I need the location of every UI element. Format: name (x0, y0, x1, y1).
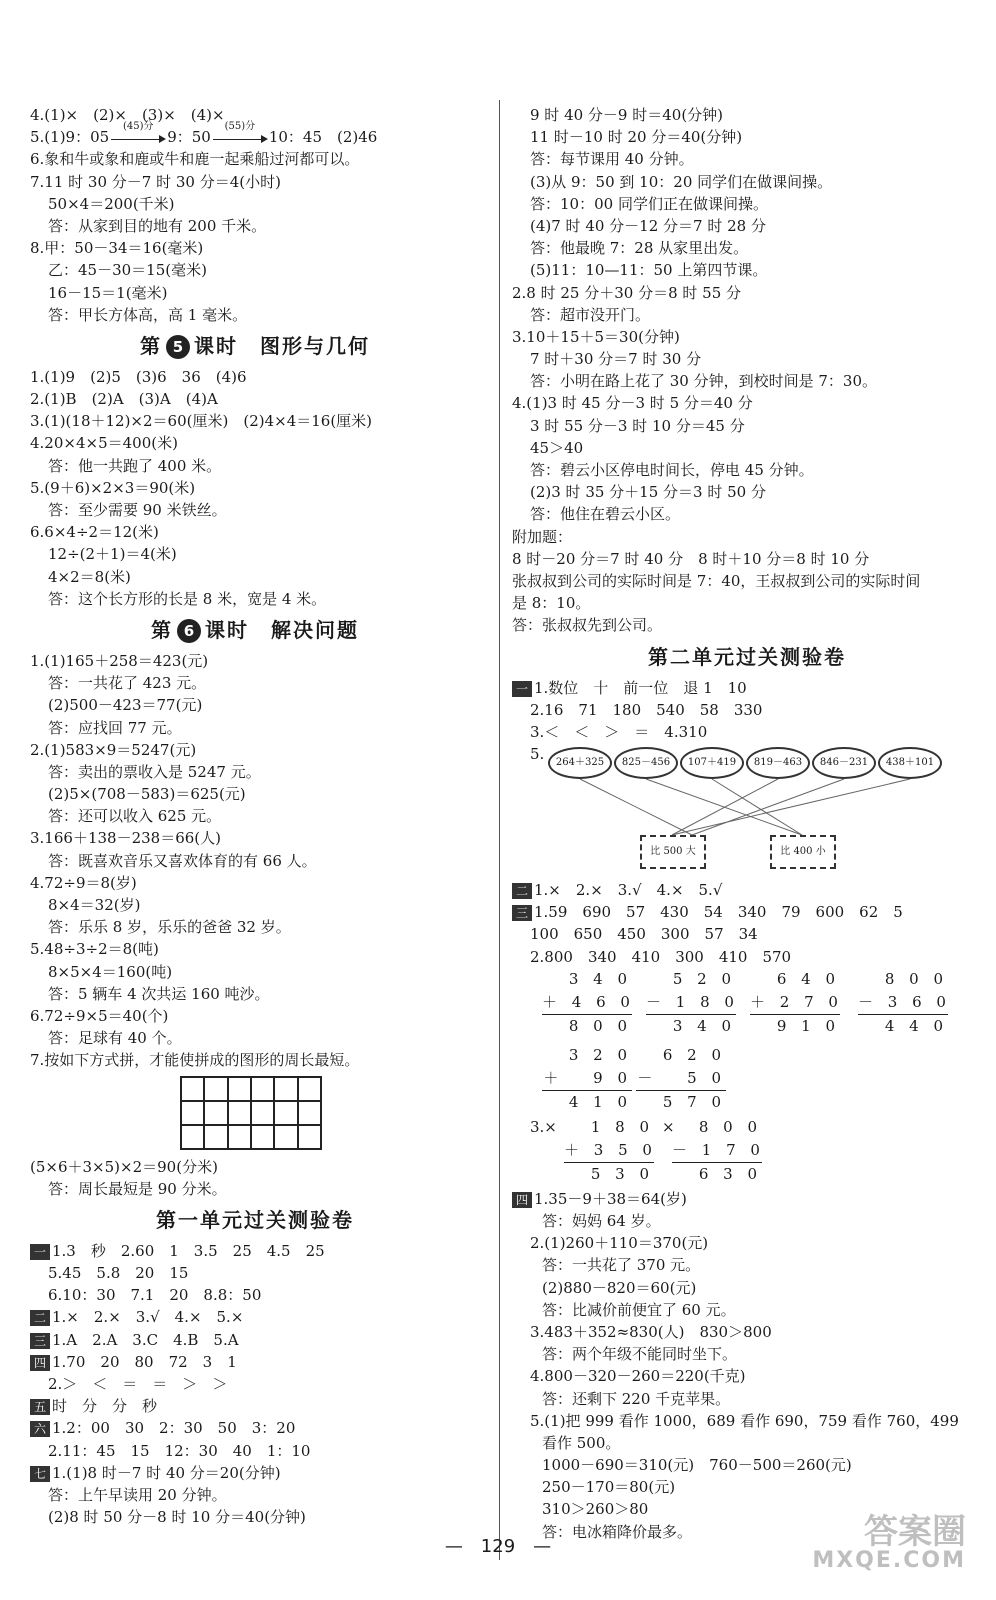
rectangle-grid-figure (180, 1076, 322, 1150)
watermark-url: MXQE.COM (812, 1548, 966, 1573)
answer-line: 张叔叔到公司的实际时间是 7：40，王叔叔到公司的实际时间 (512, 571, 921, 590)
answer-line: 6.象和牛或象和鹿或牛和鹿一起乘船过河都可以。 (30, 150, 360, 169)
answer-line: 四 1.70 20 80 72 3 1 (30, 1351, 480, 1373)
answer-line: 答：他住在碧云小区。 (530, 505, 681, 524)
answer-line: 二 1.× 2.× 3.√ 4.× 5.√ (512, 879, 982, 901)
answer-line: 310＞260＞80 (542, 1500, 649, 1519)
answer-line: 8.甲：50－34＝16(毫米) (30, 239, 204, 258)
expression-oval: 107＋419 (680, 747, 744, 779)
answer-line: 答：他最晚 7：28 从家里出发。 (530, 239, 749, 258)
answer-line: 3.＜ ＜ ＞ ＝ 4.310 (530, 722, 708, 741)
part-tag: 三 (512, 905, 532, 921)
answer-line: (2)880－820＝60(元) (542, 1278, 697, 1297)
answer-line: 答：从家到目的地有 200 千米。 (48, 216, 267, 235)
answer-line: 二 1.× 2.× 3.√ 4.× 5.× (30, 1306, 480, 1328)
section-heading-unit-1-test: 第一单元过关测验卷 (156, 1207, 354, 1232)
q5-start: 5.(1)9：05 (30, 128, 110, 147)
answer-line: 答：既喜欢音乐又喜欢体育的有 66 人。 (48, 851, 317, 870)
answer-line: (2)5×(708－583)＝625(元) (48, 785, 246, 804)
answer-line: 4.20×4×5＝400(米) (30, 434, 178, 453)
vertical-calc: 3 4 0 ＋ 4 6 0 8 0 0 (542, 969, 635, 1035)
answer-line: (5×6＋3×5)×2＝90(分米) (30, 1157, 218, 1176)
q5-end: 10：45 (2)46 (268, 128, 378, 147)
vertical-calc: 6 2 0 － 5 0 5 7 0 (637, 1045, 726, 1111)
category-box: 比 500 大 (640, 835, 706, 869)
answer-line: 4.(1)× (2)× (3)× (4)× (30, 106, 225, 124)
answer-line: 6.72÷9×5＝40(个) (30, 1006, 169, 1025)
answer-line: 四 1.35－9＋38＝64(岁) (512, 1188, 982, 1210)
answer-line: 3.166＋138－238＝66(人) (30, 829, 221, 848)
answer-line: 答：电冰箱降价最多。 (542, 1522, 693, 1541)
answer-line: 3 时 55 分－3 时 10 分＝45 分 (530, 416, 745, 435)
match-line (672, 779, 910, 835)
answer-line: 答：张叔叔先到公司。 (512, 616, 663, 635)
answer-line: 答：一共花了 423 元。 (48, 674, 207, 693)
answer-line: 45＞40 (530, 438, 584, 457)
answer-line: 一 1.数位 十 前一位 退 1 10 (512, 677, 982, 699)
answer-line: 2.(1)260＋110＝370(元) (530, 1234, 709, 1253)
answer-line: 1.(1)165＋258＝423(元) (30, 651, 209, 670)
answer-line: 答：还可以收入 625 元。 (48, 807, 222, 826)
answer-line: (4)7 时 40 分－12 分＝7 时 28 分 (530, 216, 766, 235)
answer-line: 答：10：00 同学们正在做课间操。 (530, 194, 768, 213)
part-tag: 一 (30, 1244, 50, 1260)
answer-line: 250－170＝80(元) (542, 1478, 676, 1497)
answer-line: 2.16 71 180 540 58 330 (530, 700, 763, 719)
answer-line: 3.10＋15＋5＝30(分钟) (512, 327, 680, 346)
category-box: 比 400 小 (770, 835, 836, 869)
answer-line: 答：还剩下 220 千克苹果。 (542, 1389, 731, 1408)
answer-line: 5.(1)把 999 看作 1000，689 看作 690，759 看作 760，499 (530, 1411, 959, 1430)
matching-figure (512, 743, 982, 879)
answer-line: 六 1.2：00 30 2：30 50 3：20 (30, 1417, 480, 1439)
left-column (30, 104, 480, 1528)
expression-oval: 264＋325 (548, 747, 612, 779)
answer-line: 2.＞ ＜ ＝ ＝ ＞ ＞ (48, 1375, 228, 1393)
answer-line: 答：妈妈 64 岁。 (542, 1212, 661, 1230)
column-divider (499, 100, 500, 1560)
answer-line: 答：这个长方形的长是 8 米，宽是 4 米。 (48, 589, 327, 608)
answer-line: 5.(9＋6)×2×3＝90(米) (30, 478, 196, 497)
vertical-calc: 6 4 0 ＋ 2 7 0 9 1 0 (750, 969, 843, 1035)
vertical-calc: 1 8 0 ＋ 3 5 0 5 3 0 (564, 1117, 657, 1183)
part-tag: 三 (30, 1333, 50, 1349)
part-tag: 二 (30, 1310, 50, 1326)
answer-line: 1000－690＝310(元) 760－500＝260(元) (542, 1456, 852, 1475)
section-heading-lesson-6: 第 6 课时 解决问题 (151, 617, 359, 642)
answer-line: 乙：45－30＝15(毫米) (48, 261, 207, 280)
answer-line: 答：应找回 77 元。 (48, 718, 182, 737)
answer-line: 附加题： (512, 527, 573, 546)
answer-line: 2.800 340 410 300 410 570 (530, 947, 792, 966)
vertical-calc: 8 0 0 － 3 6 0 4 4 0 (858, 969, 951, 1035)
answer-line: 三 1.59 690 57 430 54 340 79 600 62 5 (512, 901, 982, 923)
answer-line: 8×4＝32(岁) (48, 896, 141, 914)
answer-line: 答：甲长方体高，高 1 毫米。 (48, 305, 248, 324)
part-tag: 六 (30, 1421, 50, 1437)
vertical-calc: 5 2 0 － 1 8 0 3 4 0 (646, 969, 739, 1035)
answer-line: 答：每节课用 40 分钟。 (530, 150, 694, 169)
answer-line: 9 时 40 分－9 时＝40(分钟) (530, 106, 724, 124)
answer-line: 五 时 分 分 秒 (30, 1395, 480, 1417)
vertical-calc-row (512, 1044, 982, 1116)
expression-oval: 825－456 (614, 747, 678, 779)
answer-line: 答：他一共跑了 400 米。 (48, 456, 222, 475)
answer-line: 5. (530, 745, 545, 764)
match-line (692, 779, 844, 835)
answer-line: 7 时＋30 分＝7 时 30 分 (530, 350, 702, 369)
answer-line-q5 (30, 121, 480, 148)
answer-line: 3.(1)(18＋12)×2＝60(厘米) (2)4×4＝16(厘米) (30, 412, 373, 431)
arrow-icon (211, 121, 269, 145)
answer-line: 答：周长最短是 90 分米。 (48, 1179, 227, 1198)
answer-line: 2.8 时 25 分＋30 分＝8 时 55 分 (512, 283, 742, 302)
expression-oval: 438＋101 (878, 747, 942, 779)
answer-line: 6.10：30 7.1 20 8.8：50 (48, 1286, 262, 1305)
answer-line: 5.48÷3÷2＝8(吨) (30, 940, 159, 959)
arrow-label: (45)分 (122, 121, 154, 133)
answer-line: (2)3 时 35 分＋15 分＝3 时 50 分 (530, 483, 766, 502)
q5-mid: 9：50 (167, 128, 211, 147)
answer-line: (5)11：10—11：50 上第四节课。 (530, 261, 768, 280)
part-tag: 五 (30, 1399, 50, 1415)
answer-line: 答：两个年级不能同时坐下。 (542, 1345, 738, 1364)
answer-line: 一 1.3 秒 2.60 1 3.5 25 4.5 25 (30, 1240, 480, 1262)
answer-line: 答：上午早读用 20 分钟。 (48, 1485, 227, 1504)
match-line (580, 779, 692, 835)
answer-line: 11 时－10 时 20 分＝40(分钟) (530, 128, 743, 147)
answer-line: 3.483＋352≈830(人) 830＞800 (530, 1322, 772, 1341)
answer-line: × (662, 1117, 675, 1136)
answer-line: 8 时－20 分＝7 时 40 分 8 时＋10 分＝8 时 10 分 (512, 549, 870, 568)
right-column (512, 104, 982, 1543)
vertical-calc: 3 2 0 ＋ 9 0 4 1 0 (543, 1045, 632, 1111)
answer-line: 答：小明在路上花了 30 分钟，到校时间是 7：30。 (530, 372, 878, 391)
part-tag: 二 (512, 883, 532, 899)
answer-line: 3.× (530, 1117, 557, 1136)
answer-line: 三 1.A 2.A 3.C 4.B 5.A (30, 1329, 480, 1351)
expression-oval: 819－463 (746, 747, 810, 779)
answer-line: 6.6×4÷2＝12(米) (30, 523, 159, 542)
answer-line: 答：超市没开门。 (530, 305, 651, 324)
answer-line: 4.(1)3 时 45 分－3 时 5 分＝40 分 (512, 394, 753, 413)
answer-line: (3)从 9：50 到 10：20 同学们在做课间操。 (530, 172, 833, 191)
answer-line: 7.11 时 30 分－7 时 30 分＝4(小时) (30, 172, 281, 191)
answer-line: 答：5 辆车 4 次共运 160 吨沙。 (48, 984, 270, 1003)
vertical-calc-row (512, 968, 982, 1044)
answer-line: 看作 500。 (542, 1433, 621, 1452)
answer-line: 100 650 450 300 57 34 (530, 925, 758, 944)
answer-line: 7.按如下方式拼，才能使拼成的图形的周长最短。 (30, 1051, 360, 1070)
answer-line: 答：乐乐 8 岁，乐乐的爸爸 32 岁。 (48, 918, 291, 937)
answer-line: 50×4＝200(千米) (48, 194, 175, 213)
section-heading-unit-2-test: 第二单元过关测验卷 (648, 644, 846, 669)
answer-line: 12÷(2＋1)＝4(米) (48, 545, 177, 564)
answer-line: 答：碧云小区停电时间长，停电 45 分钟。 (530, 461, 814, 479)
answer-line: 8×5×4＝160(吨) (48, 962, 173, 981)
answer-line: 答：足球有 40 个。 (48, 1029, 182, 1048)
answer-line: 答：一共花了 370 元。 (542, 1256, 701, 1275)
answer-line: 答：卖出的票收入是 5247 元。 (48, 762, 261, 781)
answer-line: 2.11：45 15 12：30 40 1：10 (48, 1441, 311, 1460)
answer-line: 是 8：10。 (512, 594, 591, 613)
arrow-label: (55)分 (224, 121, 256, 133)
vertical-calc-row (512, 1116, 982, 1188)
part-tag: 一 (512, 681, 532, 697)
answer-line: 七 1.(1)8 时－7 时 40 分＝20(分钟) (30, 1462, 480, 1484)
lesson-number-badge: 5 (166, 335, 190, 359)
answer-line: 答：至少需要 90 米铁丝。 (48, 501, 227, 519)
answer-line: 答：比减价前便宜了 60 元。 (542, 1300, 736, 1319)
answer-line: 5.45 5.8 20 15 (48, 1264, 189, 1283)
answer-line: 4.800－320－260＝220(千克) (530, 1367, 746, 1386)
answer-line: 4.72÷9＝8(岁) (30, 873, 137, 892)
answer-line: 2.(1)583×9＝5247(元) (30, 740, 197, 759)
lesson-number-badge: 6 (177, 619, 201, 643)
answer-line: 4×2＝8(米) (48, 567, 131, 586)
answer-line: 2.(1)B (2)A (3)A (4)A (30, 390, 218, 409)
answer-line: 16－15＝1(毫米) (48, 283, 168, 302)
answer-line: (2)8 时 50 分－8 时 10 分＝40(分钟) (48, 1508, 306, 1527)
expression-oval: 846－231 (812, 747, 876, 779)
watermark-logo: 答案圈 (864, 1512, 966, 1552)
page-number: — 129 — (444, 1536, 552, 1557)
arrow-icon (109, 121, 167, 145)
vertical-calc: 8 0 0 － 1 7 0 6 3 0 (672, 1117, 765, 1183)
section-heading-lesson-5: 第 5 课时 图形与几何 (140, 333, 370, 358)
part-tag: 四 (30, 1355, 50, 1371)
answer-line: 1.(1)9 (2)5 (3)6 36 (4)6 (30, 367, 247, 386)
answer-line: (2)500－423＝77(元) (48, 696, 203, 715)
part-tag: 四 (512, 1192, 532, 1208)
part-tag: 七 (30, 1466, 50, 1482)
